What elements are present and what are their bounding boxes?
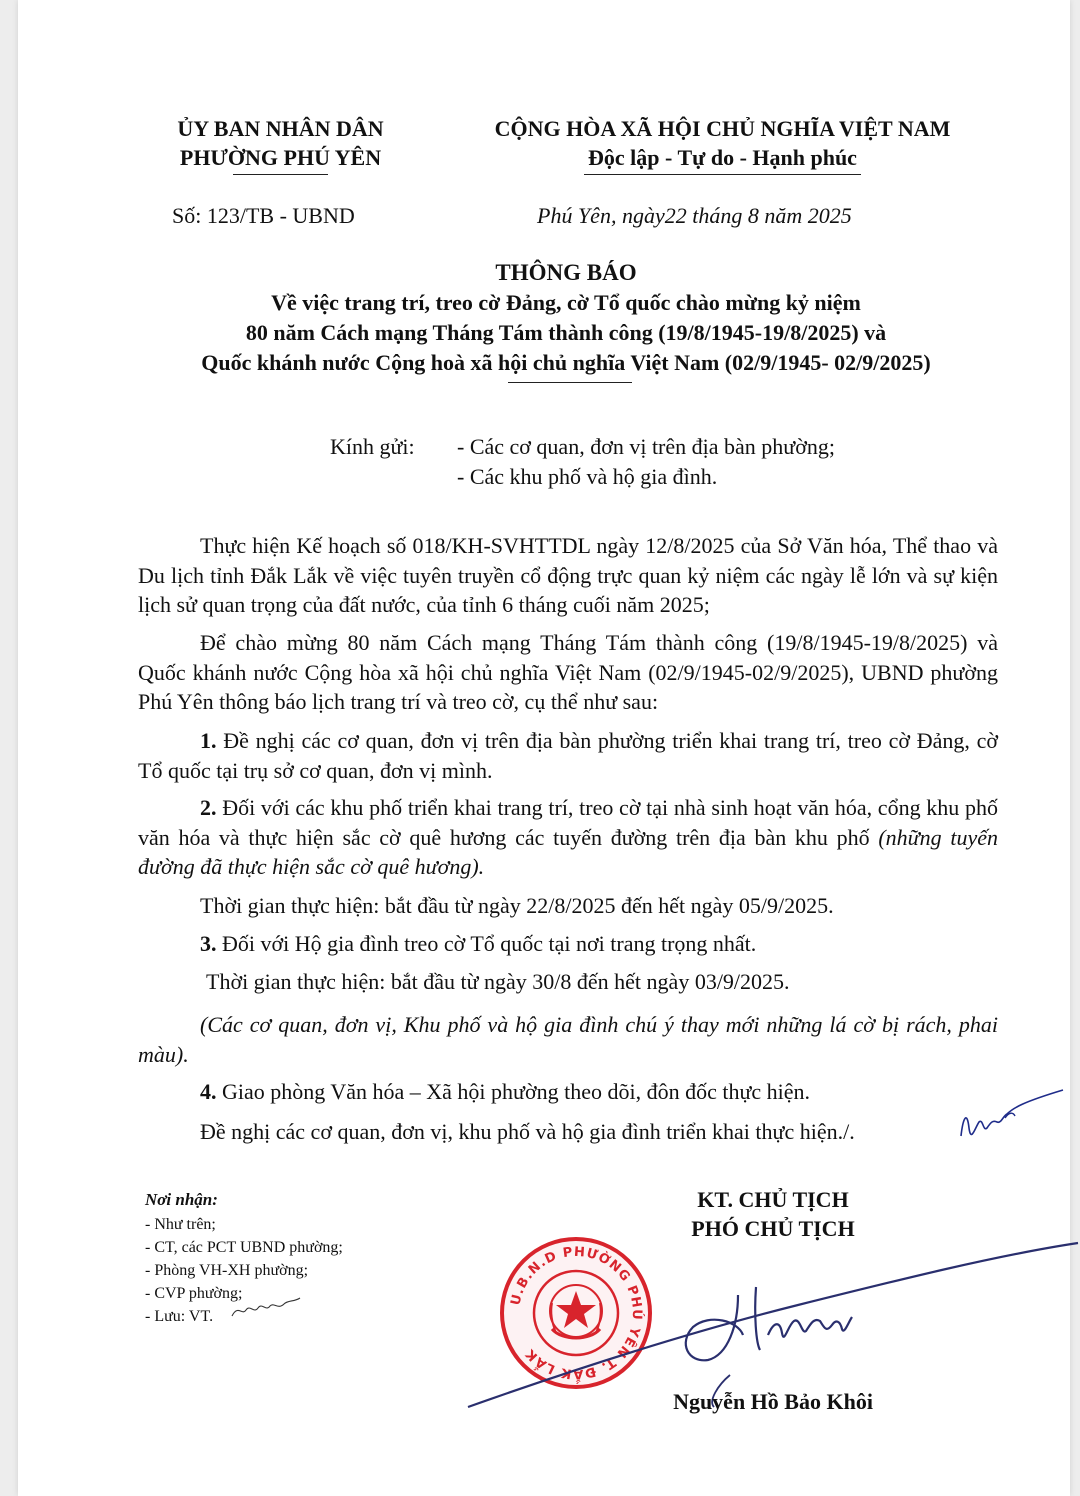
time-2 — [138, 967, 998, 997]
subject-line-1: Về việc trang trí, treo cờ Đảng, cờ Tổ quốc chào mừng kỷ niệm — [271, 290, 861, 315]
recipient-item: - Như trên; — [145, 1216, 216, 1233]
item-4 — [138, 1077, 998, 1107]
addressee-item: - Các khu phố và hộ gia đình. — [457, 464, 718, 489]
signer-title-1: KT. CHỦ TỊCH — [697, 1187, 849, 1212]
note-text: (Các cơ quan, đơn vị, Khu phố và hộ gia đình chú ý thay mới những lá cờ bị rách, phai màu). — [138, 1012, 998, 1067]
item-text: Đối với Hộ gia đình treo cờ Tổ quốc tại nơi trang trọng nhất. — [216, 931, 757, 956]
item-number: 1. — [200, 728, 217, 753]
time-1-text: Thời gian thực hiện: bắt đầu từ ngày 22/8/2025 đến hết ngày 05/9/2025. — [200, 893, 834, 918]
item-number: 4. — [200, 1079, 217, 1104]
document-title: THÔNG BÁO — [495, 260, 637, 285]
paragraph-purpose-text: Để chào mừng 80 năm Cách mạng Tháng Tám thành công (19/8/1945-19/8/2025) và Quốc khánh nước Cộng hòa xã hội chủ nghĩa Việt Nam (02/9/1945-02/9/2025), UBND phường Phú Yên thông báo lịch trang trí và treo cờ, cụ thể như sau: — [138, 630, 998, 714]
addressee-label: Kính gửi: — [330, 434, 415, 459]
item-number: 3. — [200, 931, 217, 956]
signer-title-2: PHÓ CHỦ TỊCH — [691, 1216, 855, 1241]
item-2 — [138, 793, 998, 882]
item-text: Đề nghị các cơ quan, đơn vị trên địa bàn phường triển khai trang trí, treo cờ Đảng, cờ Tổ quốc tại trụ sở cơ quan, đơn vị mình. — [138, 728, 998, 783]
item-number: 2. — [200, 795, 217, 820]
document-page — [18, 0, 1070, 1496]
time-1 — [138, 891, 998, 921]
agency-underline — [233, 174, 328, 175]
item-text: Đối với các khu phố triển khai trang trí, treo cờ tại nhà sinh hoạt văn hóa, cổng khu phố văn hóa và thực hiện sắc cờ quê hương các tuyến đường trên địa bàn khu phố — [138, 795, 998, 850]
recipients-label: Nơi nhận: — [145, 1190, 218, 1209]
time-2-text: Thời gian thực hiện: bắt đầu từ ngày 30/8 đến hết ngày 03/9/2025. — [206, 969, 790, 994]
recipient-item: - CT, các PCT UBND phường; — [145, 1239, 343, 1256]
stamp-ring-text: U.B.N.D PHƯỜNG PHÚ YÊN T. ĐẮK LẮK — [508, 1244, 645, 1382]
recipient-item: - Phòng VH-XH phường; — [145, 1262, 309, 1279]
motto-underline — [584, 174, 861, 175]
paragraph-basis-text: Thực hiện Kế hoạch số 018/KH-SVHTTDL ngày 12/8/2025 của Sở Văn hóa, Thể thao và Du lịch tỉnh Đắk Lắk về việc tuyên truyền cổ động trực quan kỷ niệm các ngày lễ lớn và sự kiện lịch sử quan trọng của đất nước, của tỉnh 6 tháng cuối năm 2025; — [138, 533, 998, 617]
closing — [138, 1117, 1018, 1147]
note — [138, 1010, 998, 1069]
item-3 — [138, 929, 998, 959]
place-date: Phú Yên, ngày22 tháng 8 năm 2025 — [537, 203, 852, 228]
item-1 — [138, 726, 998, 785]
subject-line-2: 80 năm Cách mạng Tháng Tám thành công (19/8/1945-19/8/2025) và — [245, 320, 887, 345]
ward-name: PHƯỜNG PHÚ YÊN — [179, 145, 382, 170]
agency-name: ỦY BAN NHÂN DÂN — [177, 116, 384, 141]
addressee-item: - Các cơ quan, đơn vị trên địa bàn phường; — [457, 434, 835, 459]
closing-text: Đề nghị các cơ quan, đơn vị, khu phố và hộ gia đình triển khai thực hiện./. — [200, 1119, 855, 1144]
title-underline — [508, 382, 632, 383]
paragraph-purpose — [138, 628, 998, 717]
archive-initial-mark — [228, 1296, 308, 1326]
initial-mark — [953, 1088, 1073, 1158]
item-text: Giao phòng Văn hóa – Xã hội phường theo dõi, đôn đốc thực hiện. — [216, 1079, 811, 1104]
signer-name: Nguyễn Hồ Bảo Khôi — [673, 1389, 873, 1414]
recipient-item: - CVP phường; — [145, 1285, 243, 1302]
recipient-item: - Lưu: VT. — [145, 1308, 214, 1325]
paragraph-basis — [138, 531, 998, 620]
subject-line-3: Quốc khánh nước Cộng hoà xã hội chủ nghĩa Việt Nam (02/9/1945- 02/9/2025) — [201, 350, 931, 375]
item-text-italic: (những tuyến đường đã thực hiện sắc cờ quê hương). — [138, 824, 998, 879]
nation-motto: Độc lập - Tự do - Hạnh phúc — [588, 145, 857, 170]
document-number: Số: 123/TB - UBND — [172, 203, 355, 228]
nation-title: CỘNG HÒA XÃ HỘI CHỦ NGHĨA VIỆT NAM — [494, 116, 951, 141]
